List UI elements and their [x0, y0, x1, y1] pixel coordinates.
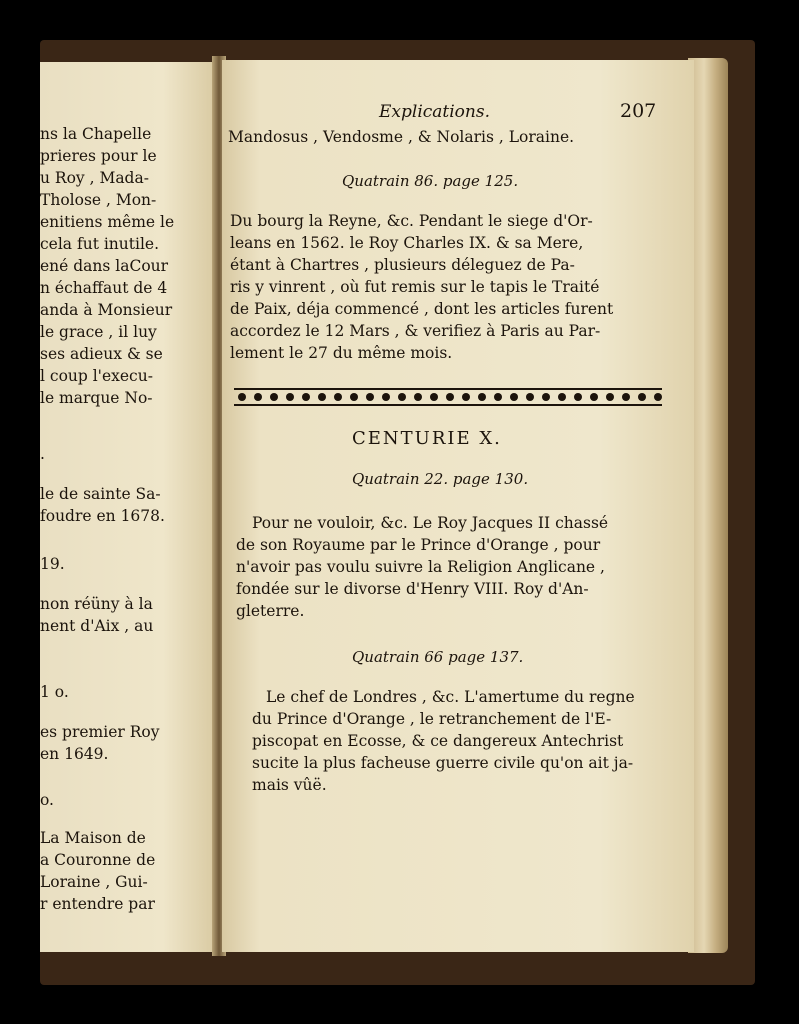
left-line: l coup l'execu-: [40, 367, 153, 385]
left-line: ené dans laCour: [40, 257, 169, 275]
q86-line: de Paix, déja commencé , dont les articles furent: [230, 300, 614, 318]
ornament-band: [234, 386, 662, 408]
left-line: ses adieux & se: [40, 345, 163, 363]
century-heading: CENTURIE X.: [352, 428, 502, 449]
left-line: Tholose , Mon-: [40, 191, 157, 209]
q22-line: n'avoir pas voulu suivre la Religion Anglicane ,: [236, 558, 605, 576]
continuation-line: Mandosus , Vendosme , & Nolaris , Loraine.: [228, 128, 575, 146]
left-line: le de sainte Sa-: [40, 485, 161, 503]
left-line: 1 o.: [40, 683, 69, 701]
left-line: foudre en 1678.: [40, 507, 165, 525]
left-line: cela fut inutile.: [40, 235, 160, 253]
left-line: enitiens même le: [40, 213, 175, 231]
left-line: anda à Monsieur: [40, 301, 173, 319]
left-line: o.: [40, 791, 54, 809]
left-line: La Maison de: [40, 829, 146, 847]
quatrain-66-heading: Quatrain 66 page 137.: [352, 648, 524, 666]
q86-line: leans en 1562. le Roy Charles IX. & sa Mere,: [230, 234, 584, 252]
left-line: a Couronne de: [40, 851, 156, 869]
q22-line: gleterre.: [236, 602, 305, 620]
q66-line: Le chef de Londres , &c. L'amertume du regne: [266, 688, 635, 706]
q86-line: accordez le 12 Mars , & verifiez à Paris au Par-: [230, 322, 601, 340]
left-line: 19.: [40, 555, 65, 573]
left-line: nent d'Aix , au: [40, 617, 154, 635]
left-line: r entendre par: [40, 895, 155, 913]
left-line: es premier Roy: [40, 723, 160, 741]
q22-line: Pour ne vouloir, &c. Le Roy Jacques II chassé: [252, 514, 609, 532]
q86-line: étant à Chartres , plusieurs déleguez de Pa-: [230, 256, 575, 274]
quatrain-86-heading: Quatrain 86. page 125.: [342, 172, 519, 190]
page-edges: [688, 58, 728, 953]
q86-line: Du bourg la Reyne, &c. Pendant le siege d'Or-: [230, 212, 593, 230]
left-line: n échaffaut de 4: [40, 279, 168, 297]
q66-line: sucite la plus facheuse guerre civile qu'on ait ja-: [252, 754, 634, 772]
left-line: prieres pour le: [40, 147, 157, 165]
q22-line: de son Royaume par le Prince d'Orange , pour: [236, 536, 601, 554]
q86-line: lement le 27 du même mois.: [230, 344, 453, 362]
q66-line: du Prince d'Orange , le retranchement de l'E-: [252, 710, 612, 728]
left-line: en 1649.: [40, 745, 109, 763]
running-header: Explications.: [379, 102, 490, 122]
quatrain-22-heading: Quatrain 22. page 130.: [352, 470, 529, 488]
q66-line: piscopat en Ecosse, & ce dangereux Antechrist: [252, 732, 624, 750]
left-line: Loraine , Gui-: [40, 873, 148, 891]
left-line: le grace , il luy: [40, 323, 157, 341]
q22-line: fondée sur le divorse d'Henry VIII. Roy d'An-: [236, 580, 589, 598]
left-line: non réüny à la: [40, 595, 153, 613]
q86-line: ris y vinrent , où fut remis sur le tapis le Traité: [230, 278, 600, 296]
left-line: .: [40, 445, 45, 463]
left-line: le marque No-: [40, 389, 153, 407]
left-line: ns la Chapelle: [40, 125, 152, 143]
left-line: u Roy , Mada-: [40, 169, 149, 187]
right-page: [222, 60, 694, 952]
left-page: [40, 62, 216, 952]
q66-line: mais vûë.: [252, 776, 327, 794]
page-number: 207: [620, 100, 657, 122]
